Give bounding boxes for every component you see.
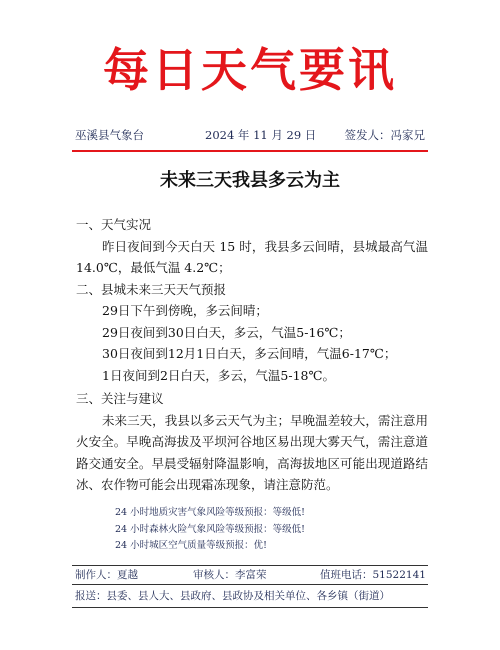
note-forest-fire: 24 小时森林火险气象风险等级预报：等级低! xyxy=(115,523,305,535)
note-geologic-hazard: 24 小时地质灾害气象风险等级预报：等级低! xyxy=(115,507,305,518)
distribution-list: 报送：县委、县人大、县政府、县政协及相关单位、各乡镇（街道） xyxy=(75,590,390,602)
footer-credits-row xyxy=(75,567,425,583)
issuer-label: 巫溪县气象台 xyxy=(75,128,144,142)
section-heading-forecast: 二、县城未来三天天气预报 xyxy=(76,281,227,297)
signer-label: 签发人：冯家兄 xyxy=(344,128,425,142)
footer-divider-middle xyxy=(72,584,428,585)
risk-forecast-notes xyxy=(115,505,415,555)
forecast-line: 30日夜间到12月1日白天，多云间晴，气温6-17℃； xyxy=(102,346,397,361)
bulletin-headline: 未来三天我县多云为主 xyxy=(160,170,340,191)
checker-label: 审核人：李富荣 xyxy=(193,569,267,581)
forecast-line: 1日夜间到2日白天，多云，气温5-18℃。 xyxy=(102,367,335,383)
section-heading-observed: 一、天气实况 xyxy=(76,217,152,232)
masthead-divider xyxy=(72,150,428,152)
masthead-title: 每日天气要讯 xyxy=(103,43,397,97)
issue-date: 2024 年 11 月 29 日 xyxy=(205,128,317,142)
footer-divider-bottom xyxy=(72,607,428,608)
issue-meta-row xyxy=(75,126,425,144)
observed-paragraph: 昨日夜间到今天白天 15 时，我县多云间晴，县城最高气温 14.0℃，最低气温 4.2℃； xyxy=(76,238,428,275)
duty-phone-label: 值班电话：51522141 xyxy=(320,569,426,581)
footer-divider-top xyxy=(72,565,428,566)
forecast-line: 29日下午到傍晚，多云间晴； xyxy=(102,303,268,318)
forecast-line: 29日夜间到30日白天，多云，气温5-16℃； xyxy=(102,324,351,340)
maker-label: 制作人：夏越 xyxy=(75,569,138,581)
note-air-quality: 24 小时城区空气质量等级预报：优! xyxy=(115,540,267,551)
advice-paragraph: 未来三天，我县以多云天气为主；早晚温差较大，需注意用火安全。早晚高海拔及平坝河谷地区易出现大雾天气，需注意道路交通安全。早晨受辐射降温影响，高海拔地区可能出现道路结冰、农作物可能会出现霜冻现象，请注意防范。 xyxy=(76,412,428,492)
bulletin-body xyxy=(76,214,428,496)
section-heading-advice: 三、关注与建议 xyxy=(76,391,164,406)
